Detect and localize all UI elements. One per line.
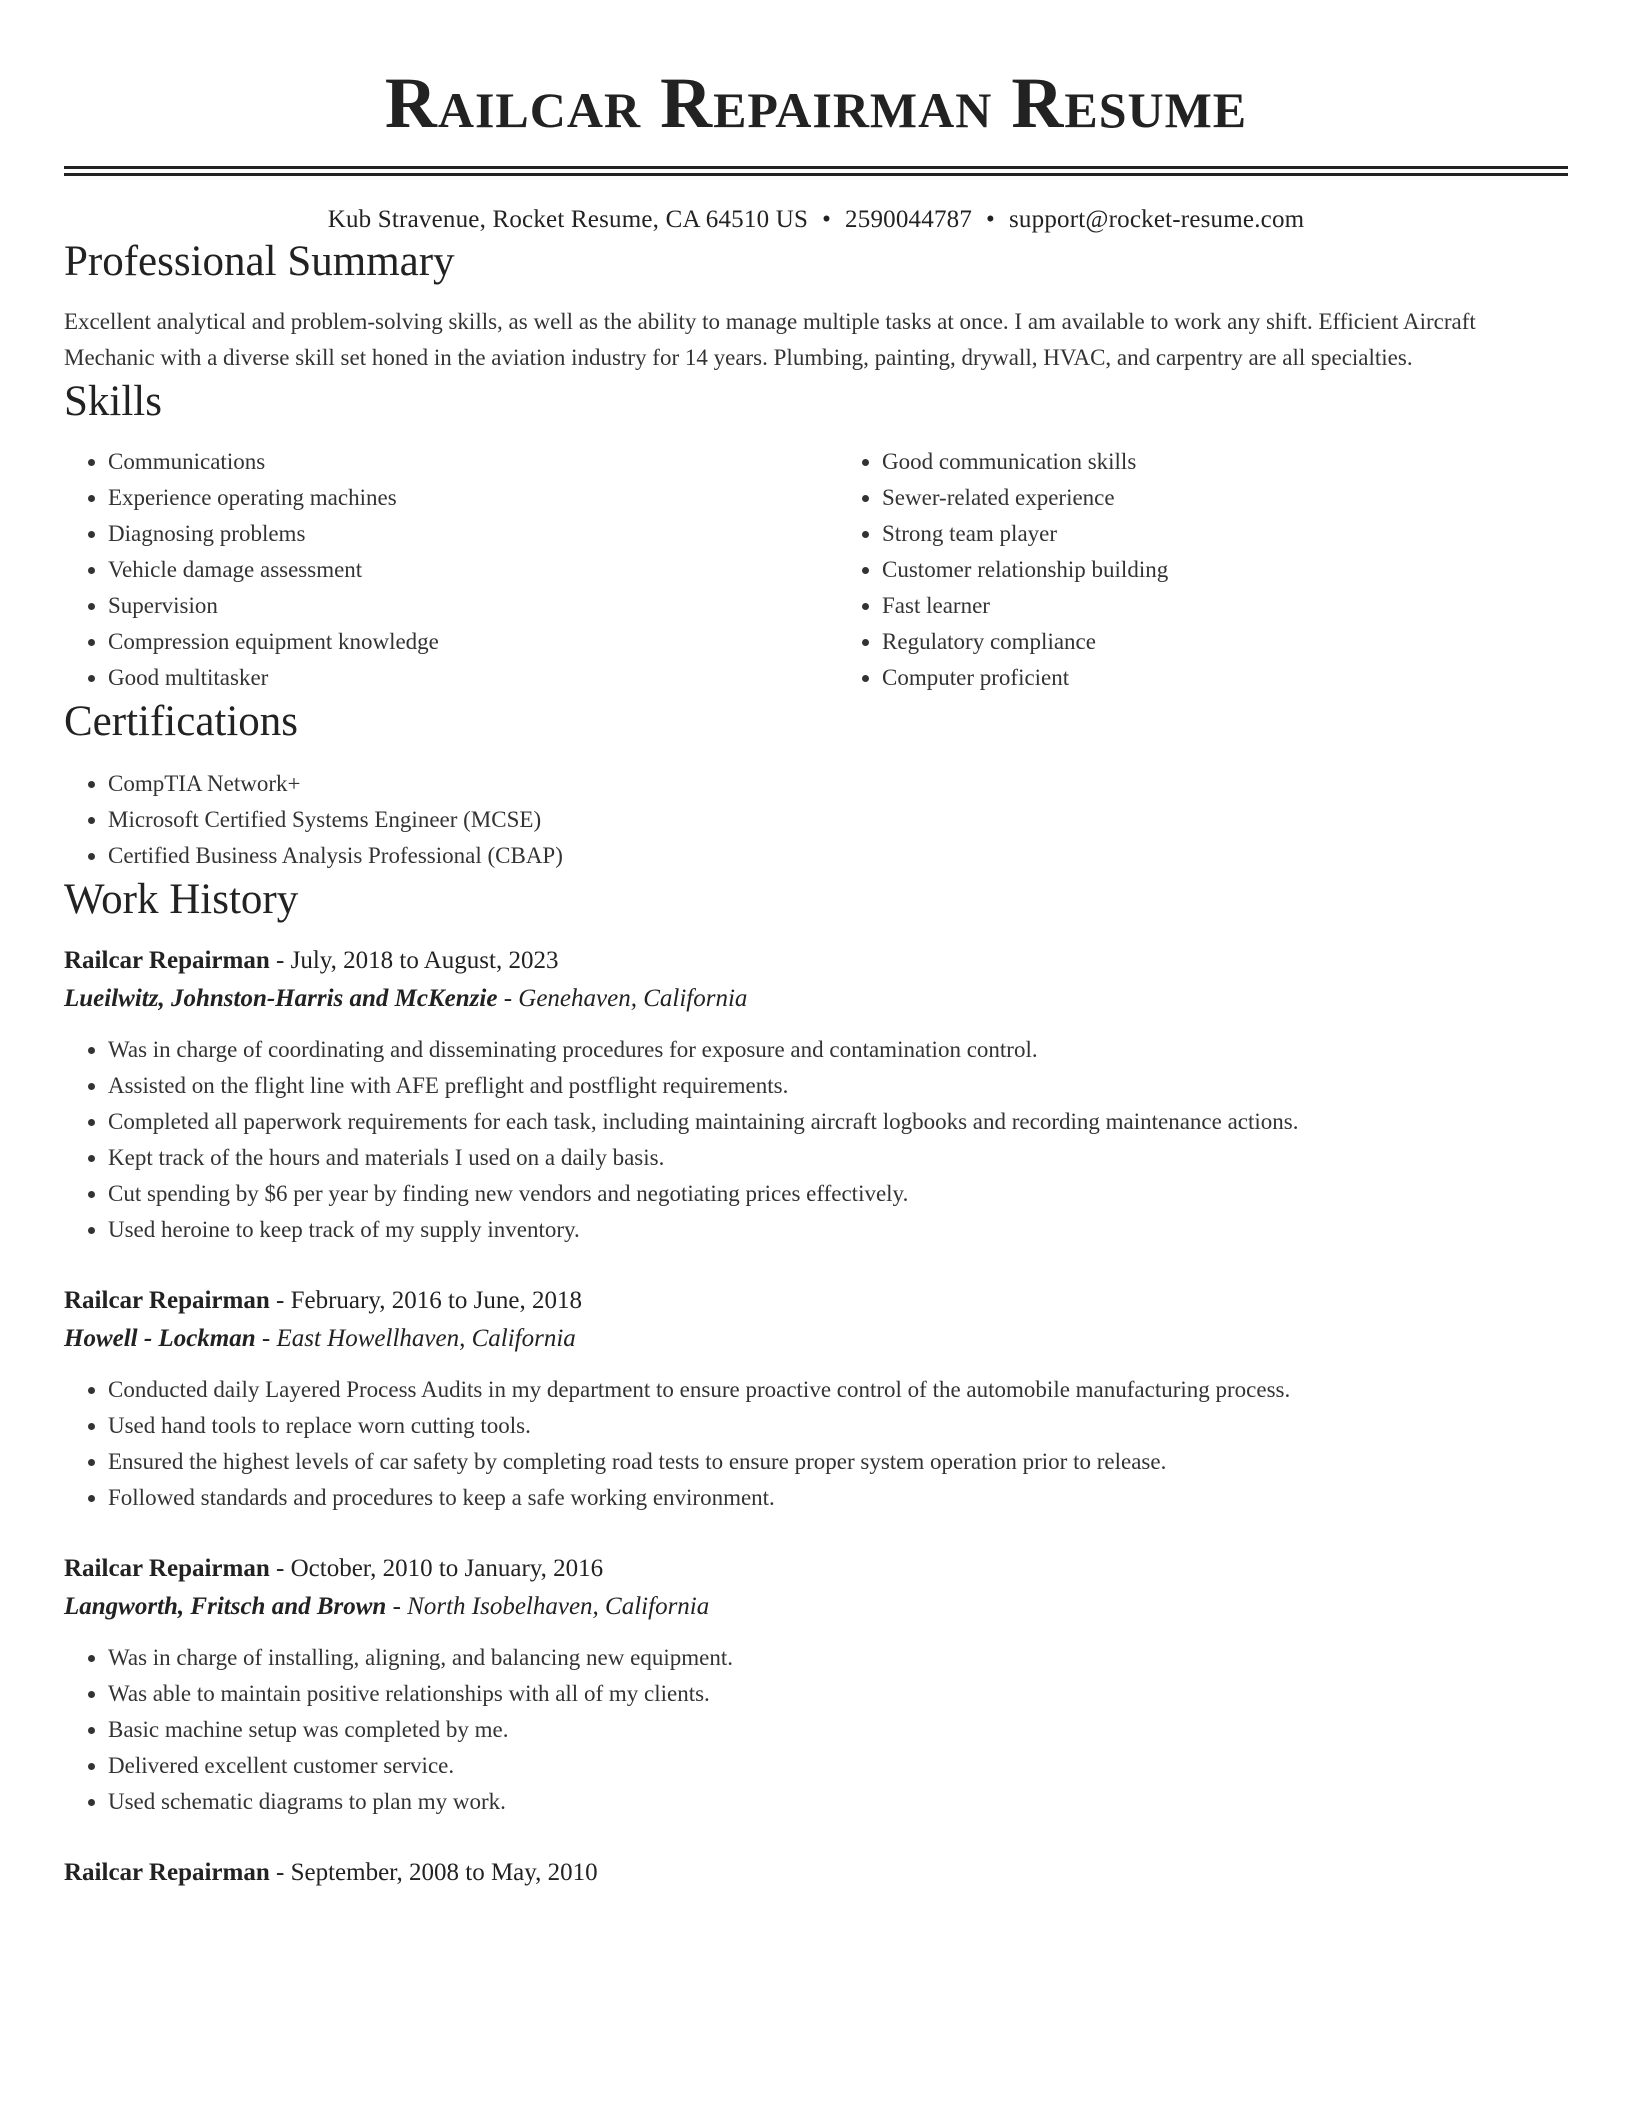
job-location: North Isobelhaven, California [407,1593,710,1620]
job-bullet: • Delivered excellent customer service. [108,1748,1568,1784]
job-bullet: • Cut spending by $6 per year by finding new vendors and negotiating prices effectively. [108,1176,1568,1212]
resume-page [64,0,1568,1892]
job-bullet: • Was in charge of coordinating and disseminating procedures for exposure and contamination control. [108,1032,1568,1068]
job-title-line [64,942,1568,980]
skill-item: • Strong team player [882,516,1568,552]
job-bullet: • Completed all paperwork requirements for each task, including maintaining aircraft logbooks and recording maintenance actions. [108,1104,1568,1140]
skill-item: • Communications [108,444,792,480]
job-dash: - [255,1325,277,1352]
summary-text: Excellent analytical and problem-solving skills, as well as the ability to manage multiple tasks at once. I am available to work any shift. Efficient Aircraft Mechanic with a diverse skill set honed in the aviation industry for 14 years. Plumbing, painting, drywall, HVAC, and carpentry are all specialties. [64,309,1476,370]
job-bullets [64,1640,1568,1820]
job-title-line [64,1550,1568,1588]
contact-phone: 2590044787 [845,206,973,233]
job-dates: October, 2010 to January, 2016 [290,1555,604,1582]
contact-address: Kub Stravenue, Rocket Resume, CA 64510 US [327,206,809,233]
job-location: East Howellhaven, California [276,1325,576,1352]
job-bullet: • Ensured the highest levels of car safety by completing road tests to ensure proper system operation prior to release. [108,1444,1568,1480]
job-company: Lueilwitz, Johnston-Harris and McKenzie [64,985,498,1012]
certification-item: • CompTIA Network+ [108,766,1568,802]
contact-email: support@rocket-resume.com [1009,206,1305,233]
skill-item: • Fast learner [882,588,1568,624]
skill-item: • Computer proficient [882,660,1568,696]
job-entry [64,1550,1568,1820]
job-dash: - [269,947,291,974]
job-company-line [64,980,1568,1018]
job-bullet: • Conducted daily Layered Process Audits in my department to ensure proactive control of the automobile manufacturing process. [108,1372,1568,1408]
job-title: Railcar Repairman [64,1859,270,1886]
job-dash: - [269,1859,291,1886]
job-location: Genehaven, California [518,985,748,1012]
job-dates: July, 2018 to August, 2023 [290,947,559,974]
certification-item: • Certified Business Analysis Professional (CBAP) [108,838,1568,874]
job-bullets [64,1372,1568,1516]
job-bullet: • Used heroine to keep track of my supply inventory. [108,1212,1568,1248]
contact-separator: • [822,206,832,233]
job-entry [64,942,1568,1248]
job-title: Railcar Repairman [64,947,270,974]
job-bullet: • Used schematic diagrams to plan my work. [108,1784,1568,1820]
job-entry [64,1282,1568,1516]
job-entry [64,1854,1568,1892]
job-bullet: • Assisted on the flight line with AFE preflight and postflight requirements. [108,1068,1568,1104]
certifications-heading: Certifications [64,698,299,745]
job-dates: February, 2016 to June, 2018 [290,1287,582,1314]
skill-item: • Compression equipment knowledge [108,624,792,660]
job-dash: - [269,1287,291,1314]
skill-item: • Good communication skills [882,444,1568,480]
job-bullet: • Kept track of the hours and materials I used on a daily basis. [108,1140,1568,1176]
skill-item: • Supervision [108,588,792,624]
job-title-line [64,1282,1568,1320]
skills-columns [64,444,1568,696]
resume-title: Railcar Repairman Resume [384,63,1248,143]
contact-separator: • [986,206,995,233]
skills-list-left [64,444,792,696]
job-bullet: • Used hand tools to replace worn cutting tools. [108,1408,1568,1444]
job-bullets [64,1032,1568,1248]
job-bullet: • Was able to maintain positive relationships with all of my clients. [108,1676,1568,1712]
skill-item: • Sewer-related experience [882,480,1568,516]
work-history-heading: Work History [64,876,299,923]
skills-heading: Skills [64,378,162,425]
job-company: Howell - Lockman [64,1325,256,1352]
skill-item: • Experience operating machines [108,480,792,516]
job-dash: - [386,1593,408,1620]
job-company-line [64,1320,1568,1358]
job-company: Langworth, Fritsch and Brown [64,1593,387,1620]
title-double-rule [64,166,1568,176]
certifications-list [64,766,1568,874]
skill-item: • Diagnosing problems [108,516,792,552]
skills-list-right [792,444,1568,696]
job-dash: - [497,985,519,1012]
job-company-line [64,1588,1568,1626]
skill-item: • Customer relationship building [882,552,1568,588]
job-dates: September, 2008 to May, 2010 [290,1859,598,1886]
skill-item: • Regulatory compliance [882,624,1568,660]
job-bullet: • Basic machine setup was completed by me. [108,1712,1568,1748]
summary-heading: Professional Summary [64,238,455,285]
job-bullet: • Followed standards and procedures to keep a safe working environment. [108,1480,1568,1516]
job-title: Railcar Repairman [64,1287,270,1314]
job-dash: - [269,1555,291,1582]
job-title: Railcar Repairman [64,1555,270,1582]
contact-line [64,204,1568,236]
skill-item: • Good multitasker [108,660,792,696]
job-bullet: • Was in charge of installing, aligning, and balancing new equipment. [108,1640,1568,1676]
skill-item: • Vehicle damage assessment [108,552,792,588]
certification-item: • Microsoft Certified Systems Engineer (MCSE) [108,802,1568,838]
job-title-line [64,1854,1568,1892]
